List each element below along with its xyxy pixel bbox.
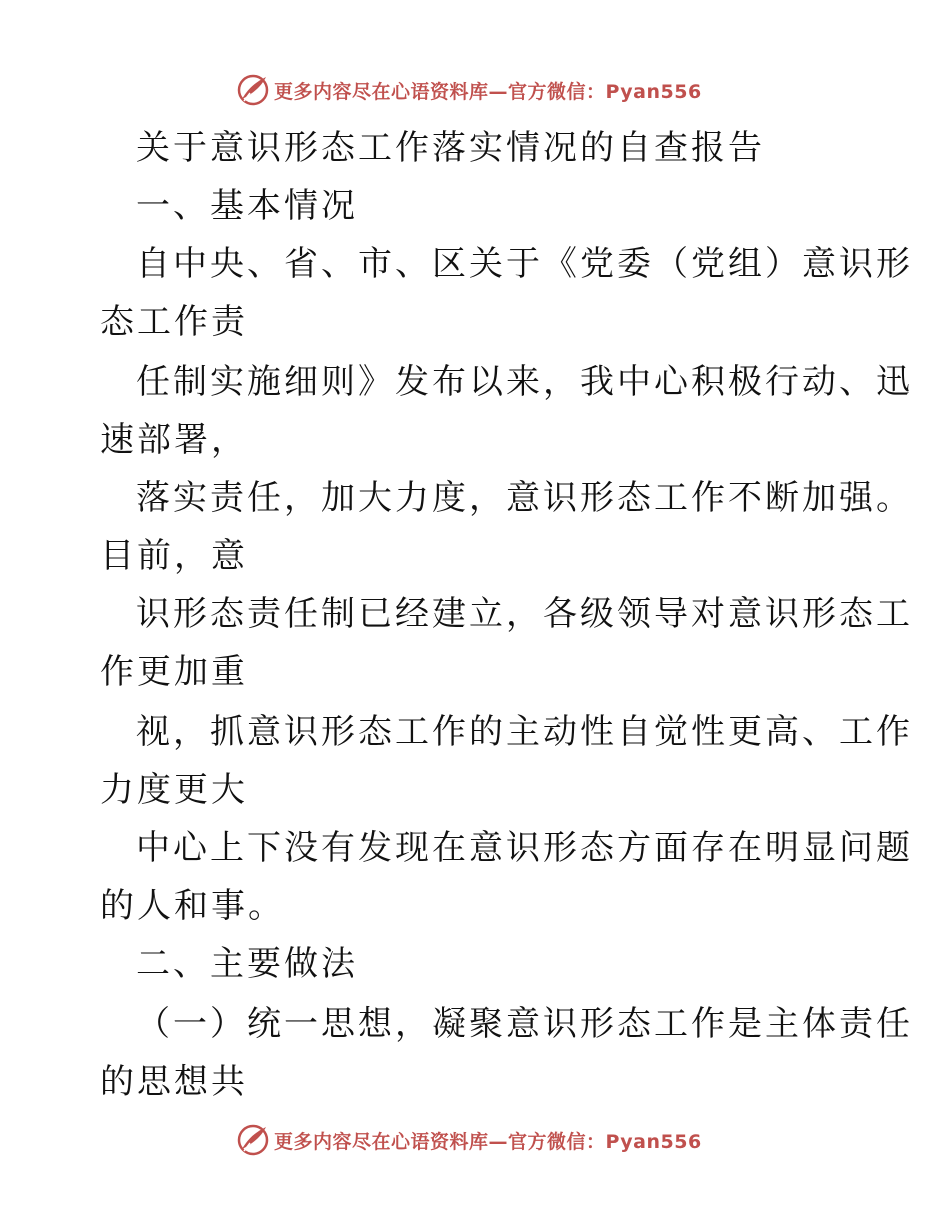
quill-logo-icon xyxy=(236,1123,270,1157)
section-heading: 一、基本情况 xyxy=(136,186,358,226)
section-heading: 二、主要做法 xyxy=(136,944,358,984)
paragraph-line: 落实责任，加大力度，意识形态工作不断加强。 xyxy=(136,478,913,518)
paragraph-line: 态工作责 xyxy=(100,302,248,342)
paragraph-line: （一）统一思想，凝聚意识形态工作是主体责任 xyxy=(136,1004,913,1044)
paragraph-line: 力度更大 xyxy=(100,770,248,810)
watermark-text: 更多内容尽在心语资料库—官方微信：Pyan556 xyxy=(274,1130,702,1153)
document-title: 关于意识形态工作落实情况的自查报告 xyxy=(136,128,765,168)
watermark-text: 更多内容尽在心语资料库—官方微信：Pyan556 xyxy=(274,80,702,103)
footer-watermark xyxy=(236,1122,756,1158)
paragraph-line: 的人和事。 xyxy=(100,886,285,926)
paragraph-line: 任制实施细则》发布以来，我中心积极行动、迅 xyxy=(136,362,913,402)
paragraph-line: 识形态责任制已经建立，各级领导对意识形态工 xyxy=(136,594,913,634)
paragraph-line: 中心上下没有发现在意识形态方面存在明显问题 xyxy=(136,828,913,868)
paragraph-line: 自中央、省、市、区关于《党委（党组）意识形 xyxy=(136,244,913,284)
paragraph-line: 作更加重 xyxy=(100,652,248,692)
paragraph-line: 目前，意 xyxy=(100,536,248,576)
paragraph-line: 速部署， xyxy=(100,420,248,460)
paragraph-line: 的思想共 xyxy=(100,1062,248,1102)
paragraph-line: 视，抓意识形态工作的主动性自觉性更高、工作 xyxy=(136,712,913,752)
